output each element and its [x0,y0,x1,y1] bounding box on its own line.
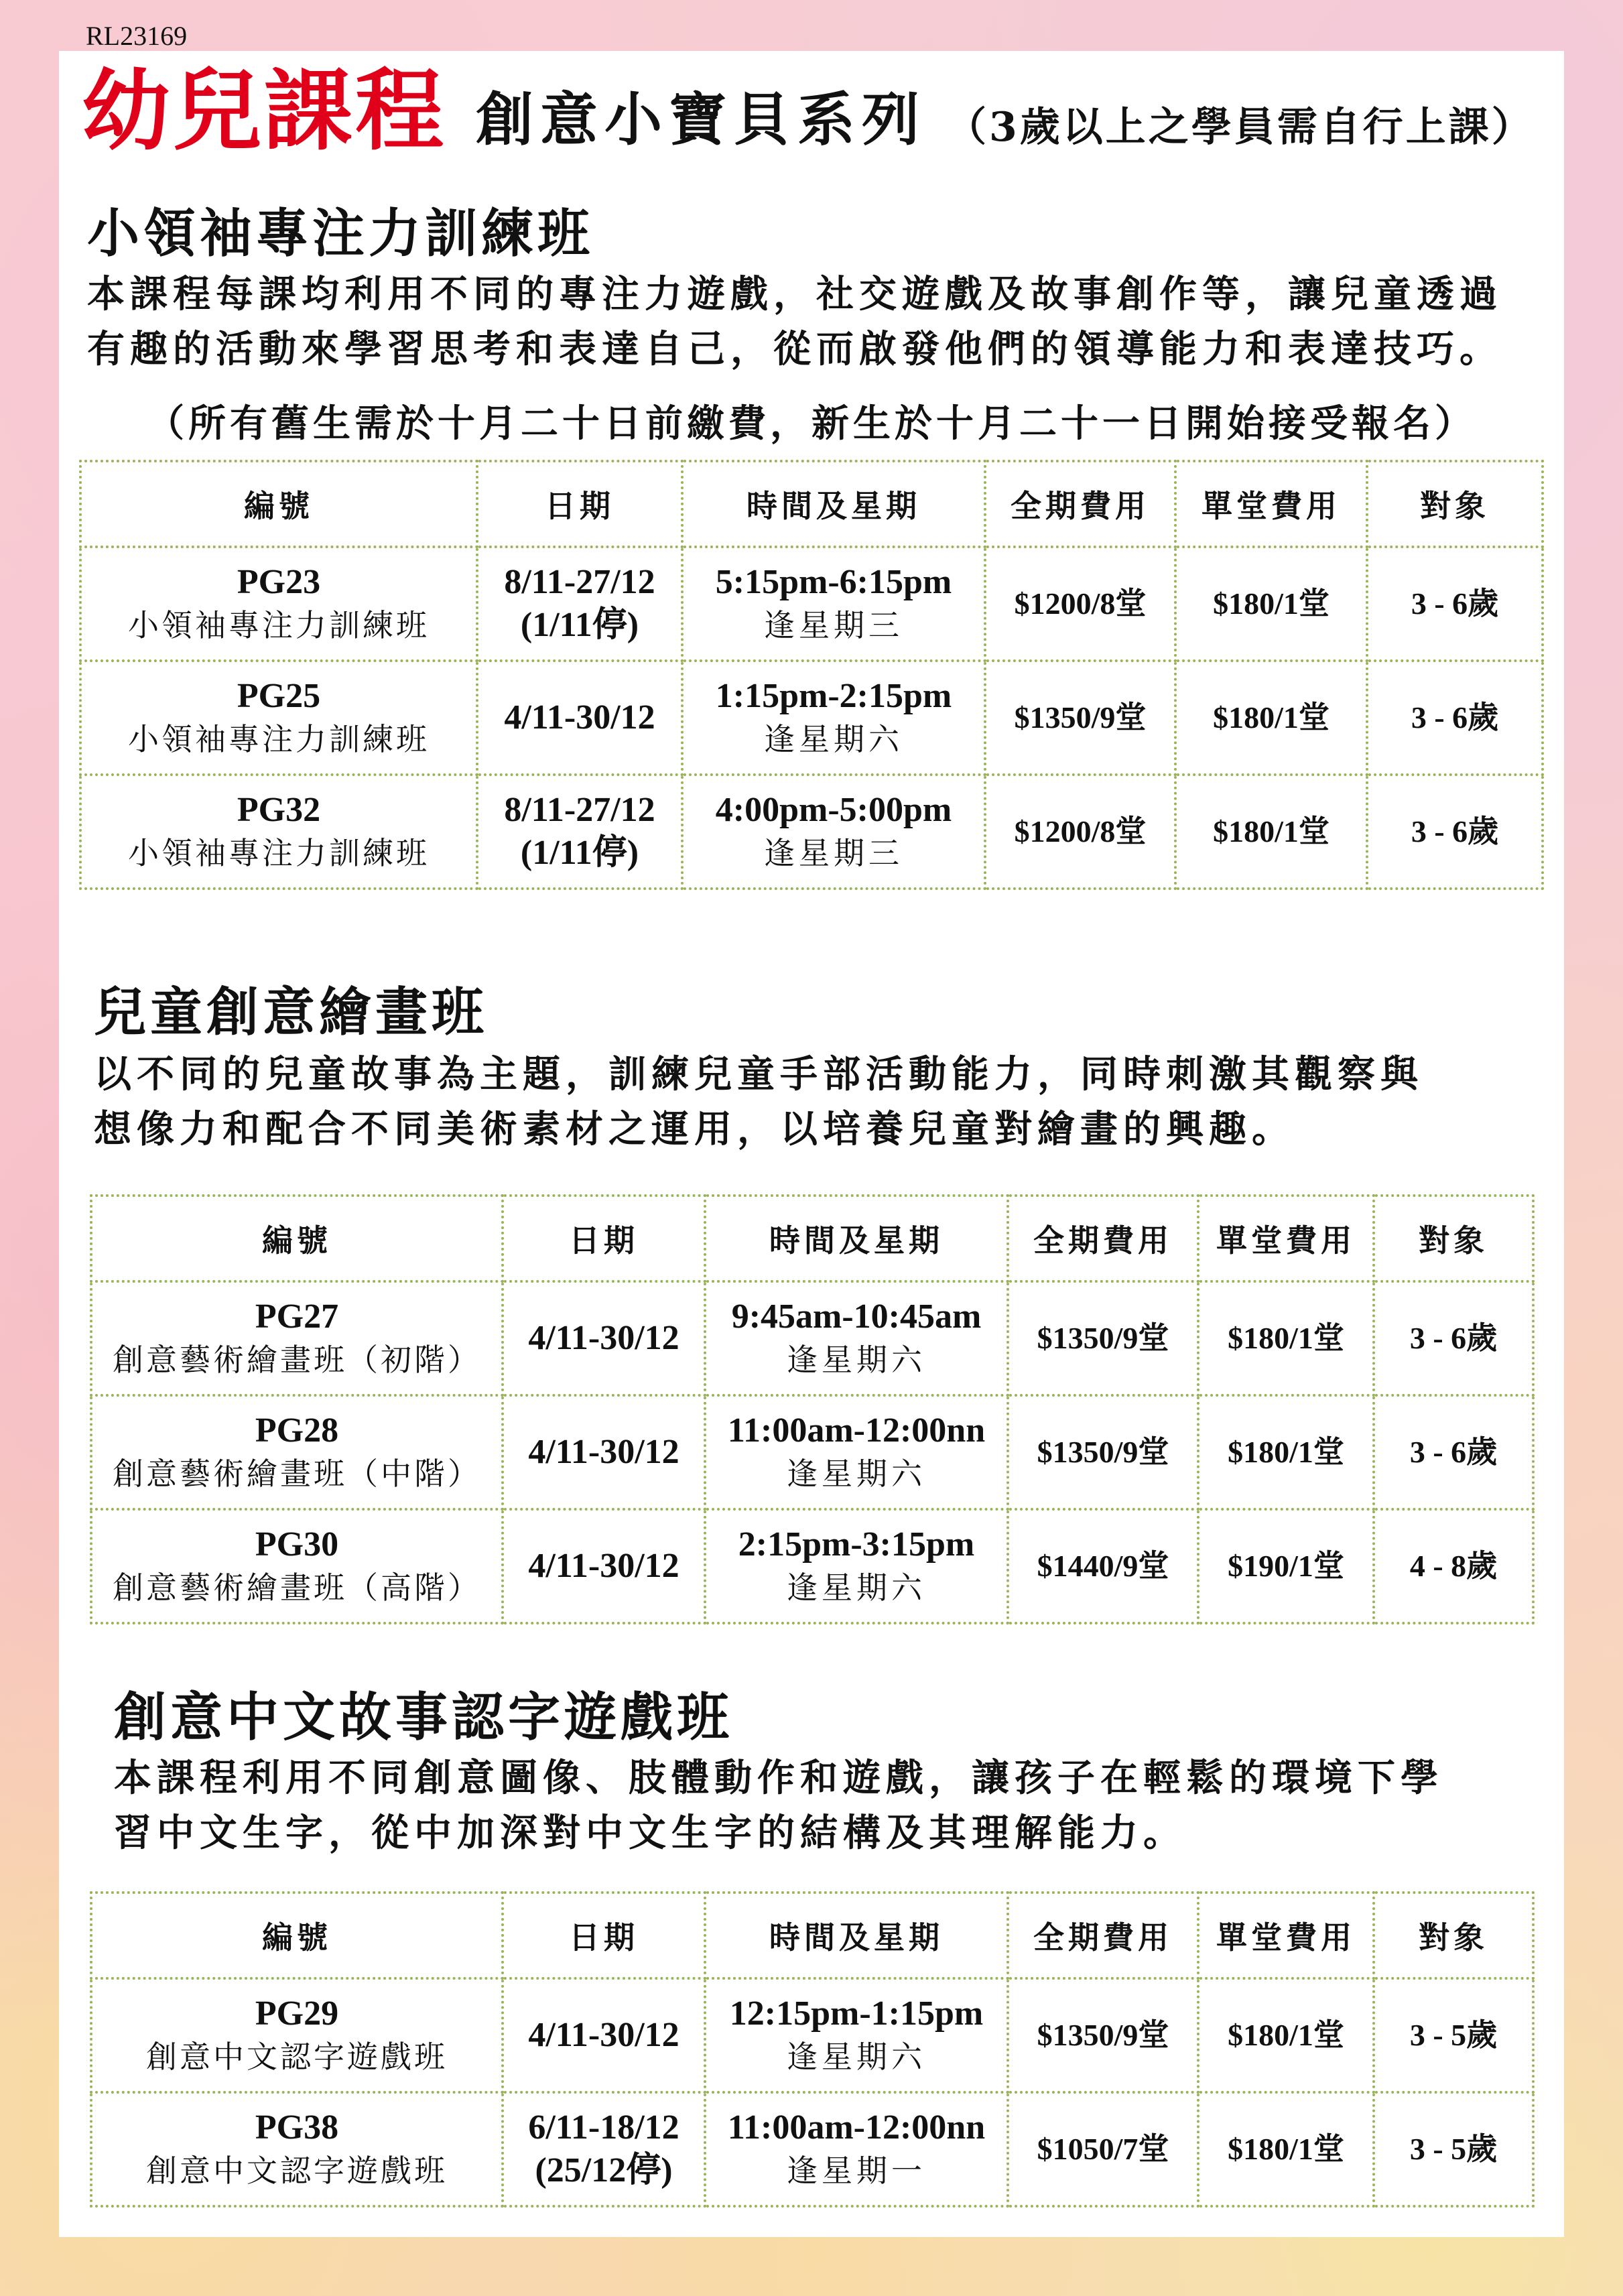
date-cell [503,1978,705,2092]
course-time: 2:15pm-3:15pm [738,1525,975,1564]
course-date: 8/11-27/12 [504,791,655,829]
course-time: 9:45am-10:45am [731,1297,982,1336]
section-desc-chinese [114,1750,1443,1860]
target-age: 3 - 6歲 [1374,1281,1533,1395]
course-cell [80,547,477,661]
course-date: 4/11-30/12 [528,1433,679,1471]
time-cell [705,1281,1008,1395]
course-code: PG23 [237,563,321,601]
header-target: 對象 [1374,1893,1533,1978]
course-time: 4:00pm-5:00pm [715,791,952,829]
table-row [80,661,1543,775]
course-code: PG27 [255,1297,339,1336]
section-title-leadership: 小領袖專注力訓練班 [87,204,594,264]
course-date-note: (25/12停) [535,2151,673,2189]
single-fee: $180/1堂 [1175,547,1367,661]
header-target: 對象 [1374,1196,1533,1281]
course-date-note: (1/11停) [520,606,639,644]
header-total-fee: 全期費用 [1008,1893,1198,1978]
table-header-row [80,461,1543,547]
course-day: 逢星期三 [764,835,903,871]
table-header-row [91,1196,1533,1281]
target-age: 3 - 6歲 [1367,661,1543,775]
header-code: 編號 [91,1196,503,1281]
course-cell [91,1395,503,1509]
single-fee: $180/1堂 [1198,2092,1374,2206]
course-day: 逢星期六 [764,721,903,757]
section-title-chinese: 創意中文故事認字遊戲班 [114,1687,734,1748]
time-cell [705,1395,1008,1509]
course-name: 小領袖專注力訓練班 [128,721,430,757]
date-cell [477,547,682,661]
course-day: 逢星期三 [764,607,903,643]
single-fee: $180/1堂 [1198,1395,1374,1509]
section-desc-drawing [94,1047,1423,1157]
header-date: 日期 [503,1893,705,1978]
course-time: 11:00am-12:00nn [727,1411,986,1450]
date-cell [477,775,682,889]
course-date-note: (1/11停) [520,834,639,872]
time-cell [682,775,985,889]
desc-line: 本課程每課均利用不同的專注力遊戲，社交遊戲及故事創作等，讓兒童透過 [87,272,1502,316]
header-time: 時間及星期 [705,1893,1008,1978]
table-row [91,1509,1533,1623]
course-table-chinese [90,1891,1535,2208]
document-ref-code: RL23169 [86,21,188,51]
header-date: 日期 [503,1196,705,1281]
age-note: （3歲以上之學員需自行上課） [946,104,1535,151]
desc-line: 以不同的兒童故事為主題，訓練兒童手部活動能力，同時刺激其觀察與 [94,1052,1423,1096]
course-date: 4/11-30/12 [504,698,655,737]
date-cell [503,1395,705,1509]
table-row [80,775,1543,889]
time-cell [705,2092,1008,2206]
desc-line: 有趣的活動來學習思考和表達自己，從而啟發他們的領導能力和表達技巧。 [87,327,1502,371]
date-cell [503,2092,705,2206]
course-name: 創意藝術繪畫班（中階） [113,1456,481,1492]
table-header-row [91,1893,1533,1978]
desc-line: 想像力和配合不同美術素材之運用，以培養兒童對繪畫的興趣。 [94,1107,1295,1151]
course-day: 逢星期六 [787,2039,926,2075]
desc-line: 習中文生字，從中加深對中文生字的結構及其理解能力。 [114,1811,1186,1855]
single-fee: $180/1堂 [1198,1978,1374,2092]
target-age: 3 - 6歲 [1374,1395,1533,1509]
course-date: 4/11-30/12 [528,1319,679,1357]
course-cell [80,661,477,775]
time-cell [705,1978,1008,2092]
date-cell [477,661,682,775]
course-day: 逢星期六 [787,1456,926,1492]
course-date: 4/11-30/12 [528,1547,679,1585]
total-fee: $1350/9堂 [1008,1281,1198,1395]
course-date: 8/11-27/12 [504,563,655,601]
page-header [82,60,1535,163]
table-row [91,2092,1533,2206]
target-age: 4 - 8歲 [1374,1509,1533,1623]
header-code: 編號 [80,461,477,547]
date-cell [503,1281,705,1395]
time-cell [682,661,985,775]
table-row [91,1281,1533,1395]
course-date: 6/11-18/12 [528,2108,679,2147]
course-name: 創意中文認字遊戲班 [146,2153,448,2189]
course-code: PG25 [237,677,321,715]
course-name: 創意藝術繪畫班（初階） [113,1342,481,1378]
course-code: PG30 [255,1525,339,1564]
course-code: PG29 [255,1994,339,2033]
section-title-drawing: 兒童創意繪畫班 [94,982,489,1043]
header-single-fee: 單堂費用 [1198,1196,1374,1281]
single-fee: $180/1堂 [1175,661,1367,775]
course-cell [91,1509,503,1623]
section-desc-leadership [87,267,1502,377]
table-row [91,1395,1533,1509]
course-time: 12:15pm-1:15pm [729,1994,984,2033]
course-table-leadership [79,460,1544,890]
course-time: 11:00am-12:00nn [727,2108,986,2147]
target-age: 3 - 5歲 [1374,2092,1533,2206]
course-day: 逢星期一 [787,2153,926,2189]
course-time: 5:15pm-6:15pm [715,563,952,601]
course-code: PG28 [255,1411,339,1450]
header-single-fee: 單堂費用 [1175,461,1367,547]
course-day: 逢星期六 [787,1570,926,1606]
course-table-drawing [90,1194,1535,1624]
header-code: 編號 [91,1893,503,1978]
course-cell [91,2092,503,2206]
total-fee: $1350/9堂 [985,661,1175,775]
course-date: 4/11-30/12 [528,2016,679,2054]
table-row [91,1978,1533,2092]
course-name: 小領袖專注力訓練班 [128,607,430,643]
time-cell [682,547,985,661]
single-fee: $180/1堂 [1175,775,1367,889]
desc-line: 本課程利用不同創意圖像、肢體動作和遊戲，讓孩子在輕鬆的環境下學 [114,1756,1443,1800]
course-name: 創意中文認字遊戲班 [146,2039,448,2075]
target-age: 3 - 6歲 [1367,547,1543,661]
total-fee: $1350/9堂 [1008,1978,1198,2092]
header-date: 日期 [477,461,682,547]
header-target: 對象 [1367,461,1543,547]
course-name: 創意藝術繪畫班（高階） [113,1570,481,1606]
total-fee: $1200/8堂 [985,775,1175,889]
header-time: 時間及星期 [705,1196,1008,1281]
total-fee: $1350/9堂 [1008,1395,1198,1509]
time-cell [705,1509,1008,1623]
course-cell [91,1281,503,1395]
course-time: 1:15pm-2:15pm [715,677,952,715]
course-code: PG38 [255,2108,339,2147]
header-total-fee: 全期費用 [1008,1196,1198,1281]
target-age: 3 - 6歲 [1367,775,1543,889]
date-cell [503,1509,705,1623]
course-code: PG32 [237,791,321,829]
course-cell [80,775,477,889]
main-title: 幼兒課程 [82,60,446,163]
series-title: 創意小寶貝系列 [476,86,926,153]
header-time: 時間及星期 [682,461,985,547]
course-day: 逢星期六 [787,1342,926,1378]
total-fee: $1440/9堂 [1008,1509,1198,1623]
total-fee: $1050/7堂 [1008,2092,1198,2206]
total-fee: $1200/8堂 [985,547,1175,661]
single-fee: $190/1堂 [1198,1509,1374,1623]
single-fee: $180/1堂 [1198,1281,1374,1395]
table-row [80,547,1543,661]
registration-note: （所有舊生需於十月二十日前繳費，新生於十月二十一日開始接受報名） [147,401,1476,446]
header-total-fee: 全期費用 [985,461,1175,547]
course-name: 小領袖專注力訓練班 [128,835,430,871]
course-cell [91,1978,503,2092]
header-single-fee: 單堂費用 [1198,1893,1374,1978]
target-age: 3 - 5歲 [1374,1978,1533,2092]
